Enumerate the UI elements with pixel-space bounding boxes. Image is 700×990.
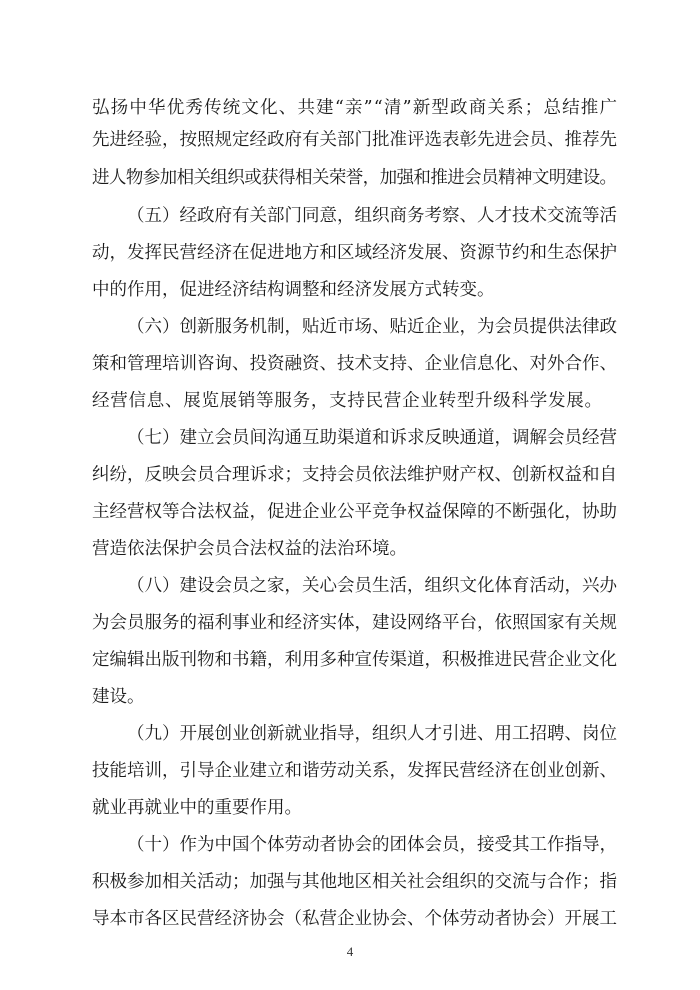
text-line (0, 96, 700, 120)
text-line (0, 389, 700, 413)
text-line (0, 204, 700, 228)
line-text: 导本市各区民营经济协会（私营企业协会、个体劳动者协会）开展工 (92, 909, 617, 929)
line-text: 主经营权等合法权益，促进企业公平竞争权益保障的不断强化，协助 (92, 502, 617, 522)
line-text: 中的作用，促进经济结构调整和经济发展方式转变。 (92, 280, 495, 300)
text-line (0, 241, 700, 265)
line-text: 纠纷，反映会员合理诉求；支持会员依法维护财产权、创新权益和自 (92, 465, 617, 485)
text-line (0, 426, 700, 450)
line-text: 营造依法保护会员合法权益的法治环境。 (92, 539, 407, 559)
line-text: 进人物参加相关组织或获得相关荣誉，加强和推进会员精神文明建设。 (92, 168, 617, 188)
text-line (0, 796, 700, 820)
line-text: 经营信息、展览展销等服务，支持民营企业转型升级科学发展。 (92, 391, 603, 411)
line-text: （六）创新服务机制，贴近市场、贴近企业，为会员提供法律政 (127, 317, 617, 337)
text-line (0, 611, 700, 635)
text-line (0, 537, 700, 561)
text-line (0, 759, 700, 783)
text-line (0, 870, 700, 894)
line-text: 就业再就业中的重要作用。 (92, 798, 302, 818)
line-text: （五）经政府有关部门同意，组织商务考察、人才技术交流等活 (127, 206, 617, 226)
text-line (0, 907, 700, 931)
text-line (0, 315, 700, 339)
text-line (0, 574, 700, 598)
text-line (0, 278, 700, 302)
line-text: 技能培训，引导企业建立和谐劳动关系，发挥民营经济在创业创新、 (92, 761, 617, 781)
line-text: 动，发挥民营经济在促进地方和区域经济发展、资源节约和生态保护 (92, 243, 617, 263)
text-line (0, 685, 700, 709)
line-text: 先进经验，按照规定经政府有关部门批准评选表彰先进会员、推荐先 (92, 130, 617, 150)
line-text: （九）开展创业创新就业指导，组织人才引进、用工招聘、岗位 (127, 724, 617, 744)
text-line (0, 463, 700, 487)
line-text: （七）建立会员间沟通互助渠道和诉求反映通道，调解会员经营 (127, 428, 617, 448)
line-text: 策和管理培训咨询、投资融资、技术支持、企业信息化、对外合作、 (92, 354, 617, 374)
text-line (0, 833, 700, 857)
line-text: （十）作为中国个体劳动者协会的团体会员，接受其工作指导， (127, 835, 617, 855)
text-line (0, 722, 700, 746)
text-line (0, 500, 700, 524)
line-text: 建设。 (92, 687, 145, 707)
line-text: 为会员服务的福利事业和经济实体，建设网络平台，依照国家有关规 (92, 613, 617, 633)
line-text: 定编辑出版刊物和书籍，利用多种宣传渠道，积极推进民营企业文化 (92, 650, 617, 670)
page-number-footer: 4 (346, 944, 354, 959)
line-text: 弘扬中华优秀传统文化、共建“亲”“清”新型政商关系；总结推广 (92, 98, 619, 118)
text-line (0, 648, 700, 672)
line-text: 积极参加相关活动；加强与其他地区相关社会组织的交流与合作；指 (92, 872, 617, 892)
line-text: （八）建设会员之家，关心会员生活，组织文化体育活动，兴办 (127, 576, 617, 596)
text-line (0, 352, 700, 376)
text-line (0, 166, 700, 190)
text-line (0, 128, 700, 152)
